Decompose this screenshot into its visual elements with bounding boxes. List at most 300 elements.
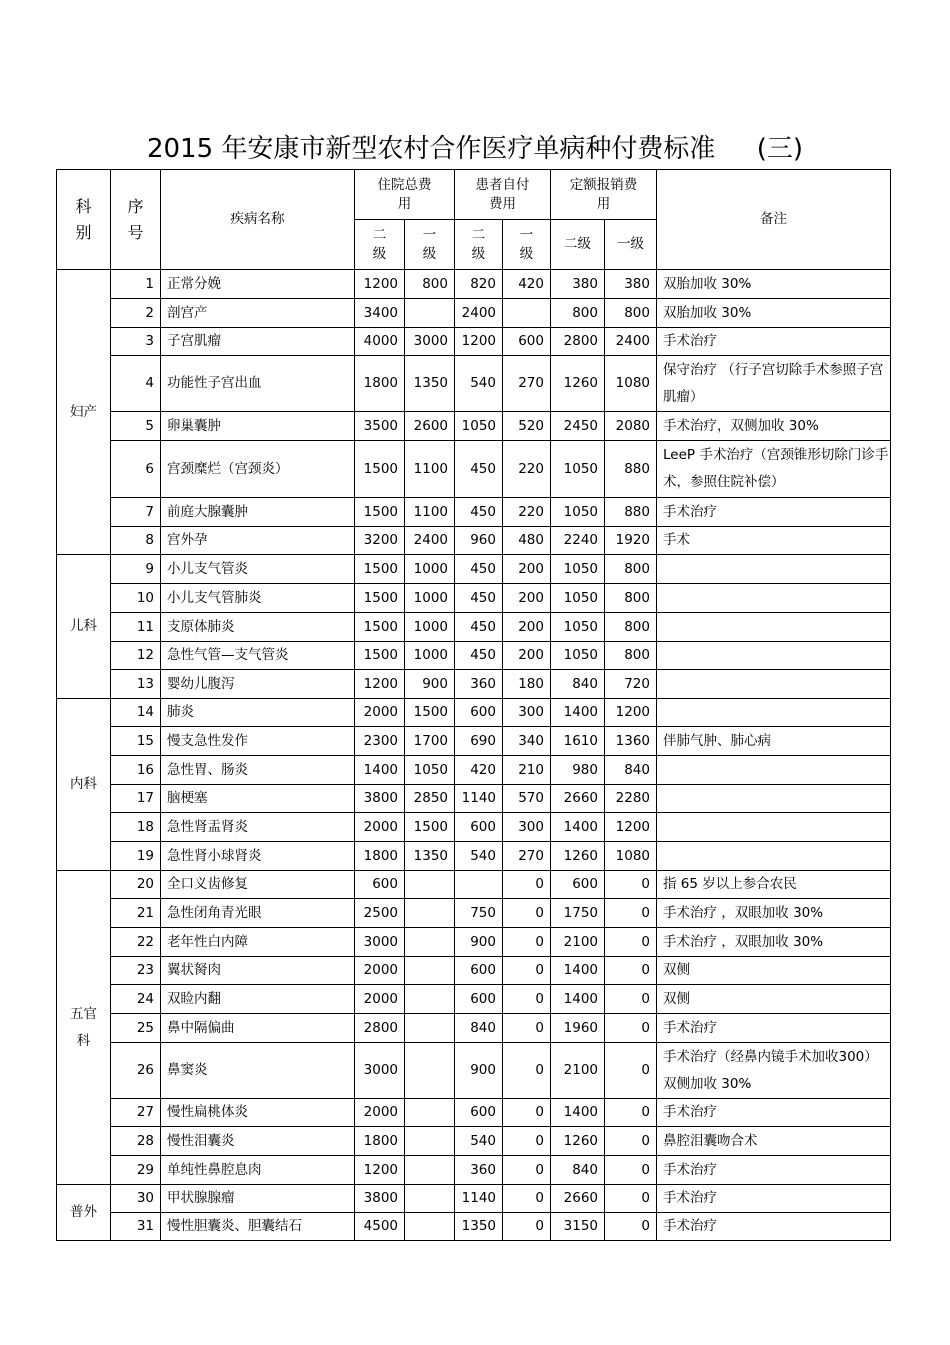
- header-remark: 备注: [657, 170, 891, 270]
- quota-level1-cell: 800: [605, 584, 657, 613]
- disease-name-cell: 小儿支气管肺炎: [161, 584, 355, 613]
- quota-level2-cell: 840: [551, 1156, 605, 1185]
- self-level1-cell: 0: [503, 1099, 551, 1127]
- disease-name-cell: 鼻中隔偏曲: [161, 1014, 355, 1043]
- quota-level1-cell: 800: [605, 299, 657, 328]
- remark-cell: 双胎加收 30%: [657, 299, 891, 328]
- total-level2-cell: 600: [355, 871, 405, 899]
- quota-level1-cell: 0: [605, 899, 657, 928]
- quota-level1-cell: 800: [605, 613, 657, 642]
- disease-name-cell: 慢性扁桃体炎: [161, 1099, 355, 1127]
- quota-level2-cell: 2240: [551, 527, 605, 555]
- self-level1-cell: 200: [503, 613, 551, 642]
- seq-cell: 20: [111, 871, 161, 899]
- table-row: [57, 412, 891, 441]
- total-level1-cell: 1700: [405, 727, 455, 756]
- seq-cell: 29: [111, 1156, 161, 1185]
- seq-cell: 3: [111, 328, 161, 356]
- total-level2-cell: 2500: [355, 899, 405, 928]
- table-row: [57, 727, 891, 756]
- table-row: [57, 928, 891, 957]
- remark-cell: 手术治疗: [657, 328, 891, 356]
- quota-level2-cell: 1050: [551, 498, 605, 527]
- header-self-level1: 一 级: [503, 220, 551, 270]
- disease-name-cell: 全口义齿修复: [161, 871, 355, 899]
- remark-cell: 保守治疗 （行子宫切除手术参照子宫肌瘤）: [657, 356, 891, 412]
- seq-cell: 5: [111, 412, 161, 441]
- seq-cell: 17: [111, 785, 161, 813]
- total-level1-cell: 1000: [405, 584, 455, 613]
- remark-cell: [657, 670, 891, 699]
- table-row: [57, 1185, 891, 1213]
- quota-level1-cell: 0: [605, 1014, 657, 1043]
- total-level1-cell: 1350: [405, 356, 455, 412]
- self-level1-cell: 0: [503, 1156, 551, 1185]
- disease-name-cell: 急性胃、肠炎: [161, 756, 355, 785]
- seq-cell: 2: [111, 299, 161, 328]
- total-level1-cell: [405, 899, 455, 928]
- table-row: [57, 270, 891, 299]
- total-level1-cell: 2600: [405, 412, 455, 441]
- seq-cell: 23: [111, 957, 161, 985]
- header-total-level2: 二 级: [355, 220, 405, 270]
- quota-level1-cell: 800: [605, 642, 657, 670]
- self-level2-cell: 540: [455, 842, 503, 871]
- self-level2-cell: 600: [455, 1099, 503, 1127]
- department-cell: 妇产: [57, 270, 111, 555]
- quota-level2-cell: 3150: [551, 1213, 605, 1241]
- self-level1-cell: 570: [503, 785, 551, 813]
- total-level1-cell: 3000: [405, 328, 455, 356]
- seq-cell: 15: [111, 727, 161, 756]
- self-level1-cell: 180: [503, 670, 551, 699]
- self-level2-cell: 450: [455, 642, 503, 670]
- self-level2-cell: 1350: [455, 1213, 503, 1241]
- quota-level2-cell: 1400: [551, 985, 605, 1014]
- seq-cell: 12: [111, 642, 161, 670]
- disease-name-cell: 正常分娩: [161, 270, 355, 299]
- remark-cell: 伴肺气肿、肺心病: [657, 727, 891, 756]
- seq-cell: 10: [111, 584, 161, 613]
- quota-level1-cell: 0: [605, 957, 657, 985]
- table-row: [57, 613, 891, 642]
- total-level2-cell: 1400: [355, 756, 405, 785]
- total-level1-cell: 1000: [405, 642, 455, 670]
- quota-level1-cell: 880: [605, 498, 657, 527]
- header-quota-level1: 一级: [605, 220, 657, 270]
- self-level2-cell: 840: [455, 1014, 503, 1043]
- header-department: 科 别: [57, 170, 111, 270]
- remark-cell: 双胎加收 30%: [657, 270, 891, 299]
- self-level2-cell: 1140: [455, 785, 503, 813]
- total-level2-cell: 3200: [355, 527, 405, 555]
- total-level2-cell: 2000: [355, 1099, 405, 1127]
- quota-level1-cell: 0: [605, 1099, 657, 1127]
- total-level1-cell: [405, 871, 455, 899]
- seq-cell: 18: [111, 813, 161, 842]
- header-quota-reimburse: 定额报销费 用: [551, 170, 657, 220]
- self-level2-cell: 450: [455, 498, 503, 527]
- quota-level2-cell: 2660: [551, 785, 605, 813]
- total-level2-cell: 2000: [355, 813, 405, 842]
- table-row: [57, 1127, 891, 1156]
- quota-level1-cell: 0: [605, 985, 657, 1014]
- total-level2-cell: 1500: [355, 498, 405, 527]
- table-row: [57, 1156, 891, 1185]
- quota-level2-cell: 1400: [551, 699, 605, 727]
- table-row: [57, 842, 891, 871]
- quota-level1-cell: 0: [605, 928, 657, 957]
- remark-cell: [657, 584, 891, 613]
- total-level1-cell: [405, 1127, 455, 1156]
- table-body: [57, 270, 891, 1241]
- total-level1-cell: 2850: [405, 785, 455, 813]
- table-row: [57, 441, 891, 498]
- remark-cell: 指 65 岁以上参合农民: [657, 871, 891, 899]
- seq-cell: 24: [111, 985, 161, 1014]
- quota-level1-cell: 1080: [605, 356, 657, 412]
- department-cell: 内科: [57, 699, 111, 871]
- seq-cell: 9: [111, 555, 161, 584]
- disease-name-cell: 子宫肌瘤: [161, 328, 355, 356]
- table-row: [57, 555, 891, 584]
- quota-level2-cell: 1260: [551, 356, 605, 412]
- self-level2-cell: 690: [455, 727, 503, 756]
- total-level2-cell: 1800: [355, 842, 405, 871]
- total-level1-cell: [405, 299, 455, 328]
- quota-level2-cell: 1260: [551, 1127, 605, 1156]
- remark-cell: 鼻腔泪囊吻合术: [657, 1127, 891, 1156]
- table-row: [57, 957, 891, 985]
- disease-name-cell: 单纯性鼻腔息肉: [161, 1156, 355, 1185]
- table-row: [57, 785, 891, 813]
- total-level2-cell: 1500: [355, 584, 405, 613]
- quota-level1-cell: 1200: [605, 699, 657, 727]
- seq-cell: 8: [111, 527, 161, 555]
- table-row: [57, 498, 891, 527]
- header-quota-level2: 二级: [551, 220, 605, 270]
- seq-cell: 28: [111, 1127, 161, 1156]
- quota-level1-cell: 2400: [605, 328, 657, 356]
- header-self-pay: 患者自付 费用: [455, 170, 551, 220]
- total-level1-cell: [405, 985, 455, 1014]
- self-level1-cell: 0: [503, 928, 551, 957]
- department-cell: 五官 科: [57, 871, 111, 1185]
- seq-cell: 13: [111, 670, 161, 699]
- remark-cell: 手术治疗: [657, 498, 891, 527]
- quota-level2-cell: 600: [551, 871, 605, 899]
- quota-level2-cell: 1400: [551, 957, 605, 985]
- remark-cell: [657, 813, 891, 842]
- self-level1-cell: 200: [503, 555, 551, 584]
- seq-cell: 16: [111, 756, 161, 785]
- remark-cell: 手术治疗（经鼻内镜手术加收300）双侧加收 30%: [657, 1043, 891, 1099]
- self-level1-cell: 0: [503, 1185, 551, 1213]
- remark-cell: [657, 785, 891, 813]
- self-level1-cell: 220: [503, 441, 551, 498]
- quota-level1-cell: 0: [605, 1213, 657, 1241]
- self-level2-cell: 450: [455, 555, 503, 584]
- seq-cell: 22: [111, 928, 161, 957]
- quota-level1-cell: 2080: [605, 412, 657, 441]
- table-row: [57, 527, 891, 555]
- quota-level2-cell: 1610: [551, 727, 605, 756]
- self-level1-cell: 220: [503, 498, 551, 527]
- quota-level1-cell: 1080: [605, 842, 657, 871]
- disease-name-cell: 急性肾盂肾炎: [161, 813, 355, 842]
- remark-cell: 手术治疗: [657, 1156, 891, 1185]
- header-seq: 序 号: [111, 170, 161, 270]
- total-level2-cell: 3800: [355, 1185, 405, 1213]
- total-level1-cell: 1500: [405, 699, 455, 727]
- total-level2-cell: 1200: [355, 270, 405, 299]
- seq-cell: 6: [111, 441, 161, 498]
- disease-name-cell: 双睑内翻: [161, 985, 355, 1014]
- table-row: [57, 584, 891, 613]
- self-level2-cell: 820: [455, 270, 503, 299]
- quota-level1-cell: 0: [605, 871, 657, 899]
- page-title: 2015 年安康市新型农村合作医疗单病种付费标准 (三): [146, 134, 804, 164]
- self-level1-cell: 210: [503, 756, 551, 785]
- quota-level1-cell: 0: [605, 1127, 657, 1156]
- quota-level2-cell: 2100: [551, 1043, 605, 1099]
- self-level2-cell: 450: [455, 441, 503, 498]
- seq-cell: 25: [111, 1014, 161, 1043]
- disease-name-cell: 宫颈糜烂（宫颈炎）: [161, 441, 355, 498]
- header-self-level2: 二 级: [455, 220, 503, 270]
- quota-level2-cell: 1400: [551, 1099, 605, 1127]
- table-row: [57, 328, 891, 356]
- quota-level2-cell: 1050: [551, 584, 605, 613]
- total-level2-cell: 3400: [355, 299, 405, 328]
- self-level2-cell: 450: [455, 584, 503, 613]
- self-level2-cell: 900: [455, 928, 503, 957]
- remark-cell: LeeP 手术治疗（宫颈锥形切除门诊手术，参照住院补偿）: [657, 441, 891, 498]
- table-row: [57, 1043, 891, 1099]
- total-level2-cell: 3000: [355, 928, 405, 957]
- total-level1-cell: [405, 1185, 455, 1213]
- quota-level1-cell: 880: [605, 441, 657, 498]
- quota-level2-cell: 380: [551, 270, 605, 299]
- remark-cell: 手术: [657, 527, 891, 555]
- remark-cell: [657, 699, 891, 727]
- self-level1-cell: 200: [503, 584, 551, 613]
- quota-level2-cell: 1400: [551, 813, 605, 842]
- remark-cell: 双侧: [657, 985, 891, 1014]
- quota-level2-cell: 1050: [551, 642, 605, 670]
- quota-level1-cell: 840: [605, 756, 657, 785]
- total-level2-cell: 1800: [355, 1127, 405, 1156]
- quota-level2-cell: 2660: [551, 1185, 605, 1213]
- self-level2-cell: 540: [455, 1127, 503, 1156]
- table-row: [57, 1213, 891, 1241]
- header-disease: 疾病名称: [161, 170, 355, 270]
- table-row: [57, 813, 891, 842]
- self-level1-cell: 420: [503, 270, 551, 299]
- total-level1-cell: 2400: [405, 527, 455, 555]
- total-level2-cell: 4000: [355, 328, 405, 356]
- self-level2-cell: 1140: [455, 1185, 503, 1213]
- total-level1-cell: 1050: [405, 756, 455, 785]
- self-level2-cell: 600: [455, 813, 503, 842]
- remark-cell: [657, 555, 891, 584]
- remark-cell: [657, 756, 891, 785]
- quota-level1-cell: 0: [605, 1043, 657, 1099]
- fee-standard-table: [56, 169, 891, 1241]
- self-level2-cell: 600: [455, 985, 503, 1014]
- disease-name-cell: 卵巢囊肿: [161, 412, 355, 441]
- seq-cell: 30: [111, 1185, 161, 1213]
- disease-name-cell: 鼻窦炎: [161, 1043, 355, 1099]
- table-row: [57, 871, 891, 899]
- total-level2-cell: 3000: [355, 1043, 405, 1099]
- self-level1-cell: 0: [503, 985, 551, 1014]
- seq-cell: 26: [111, 1043, 161, 1099]
- department-cell: 儿科: [57, 555, 111, 699]
- self-level1-cell: 340: [503, 727, 551, 756]
- quota-level1-cell: 1920: [605, 527, 657, 555]
- self-level2-cell: [455, 871, 503, 899]
- self-level2-cell: 900: [455, 1043, 503, 1099]
- self-level1-cell: 0: [503, 957, 551, 985]
- table-row: [57, 699, 891, 727]
- disease-name-cell: 慢支急性发作: [161, 727, 355, 756]
- disease-name-cell: 小儿支气管炎: [161, 555, 355, 584]
- total-level1-cell: 1000: [405, 613, 455, 642]
- self-level1-cell: 480: [503, 527, 551, 555]
- table-row: [57, 356, 891, 412]
- self-level1-cell: 270: [503, 356, 551, 412]
- table-row: [57, 1099, 891, 1127]
- total-level2-cell: 1500: [355, 613, 405, 642]
- quota-level1-cell: 380: [605, 270, 657, 299]
- self-level2-cell: 600: [455, 699, 503, 727]
- quota-level2-cell: 2450: [551, 412, 605, 441]
- self-level2-cell: 750: [455, 899, 503, 928]
- total-level2-cell: 1500: [355, 441, 405, 498]
- quota-level1-cell: 0: [605, 1156, 657, 1185]
- total-level1-cell: [405, 928, 455, 957]
- seq-cell: 11: [111, 613, 161, 642]
- total-level2-cell: 4500: [355, 1213, 405, 1241]
- table-row: [57, 670, 891, 699]
- disease-name-cell: 翼状胬肉: [161, 957, 355, 985]
- quota-level2-cell: 1050: [551, 555, 605, 584]
- remark-cell: [657, 613, 891, 642]
- header-total-cost: 住院总费 用: [355, 170, 455, 220]
- total-level2-cell: 2000: [355, 985, 405, 1014]
- total-level2-cell: 3500: [355, 412, 405, 441]
- table-row: [57, 299, 891, 328]
- table-row: [57, 1014, 891, 1043]
- self-level2-cell: 2400: [455, 299, 503, 328]
- total-level1-cell: [405, 1156, 455, 1185]
- total-level2-cell: 3800: [355, 785, 405, 813]
- seq-cell: 21: [111, 899, 161, 928]
- disease-name-cell: 脑梗塞: [161, 785, 355, 813]
- remark-cell: 手术治疗: [657, 1213, 891, 1241]
- quota-level1-cell: 1200: [605, 813, 657, 842]
- self-level2-cell: 960: [455, 527, 503, 555]
- remark-cell: 手术治疗: [657, 1014, 891, 1043]
- quota-level2-cell: 1260: [551, 842, 605, 871]
- self-level2-cell: 360: [455, 1156, 503, 1185]
- quota-level2-cell: 1050: [551, 441, 605, 498]
- total-level2-cell: 1800: [355, 356, 405, 412]
- disease-name-cell: 前庭大腺囊肿: [161, 498, 355, 527]
- seq-cell: 14: [111, 699, 161, 727]
- total-level1-cell: 1100: [405, 441, 455, 498]
- remark-cell: [657, 842, 891, 871]
- self-level2-cell: 360: [455, 670, 503, 699]
- total-level2-cell: 2000: [355, 957, 405, 985]
- seq-cell: 4: [111, 356, 161, 412]
- table-row: [57, 642, 891, 670]
- quota-level1-cell: 1360: [605, 727, 657, 756]
- disease-name-cell: 剖宫产: [161, 299, 355, 328]
- total-level2-cell: 1200: [355, 1156, 405, 1185]
- self-level1-cell: 0: [503, 899, 551, 928]
- self-level2-cell: 1200: [455, 328, 503, 356]
- self-level1-cell: [503, 299, 551, 328]
- quota-level1-cell: 0: [605, 1185, 657, 1213]
- self-level1-cell: 270: [503, 842, 551, 871]
- seq-cell: 7: [111, 498, 161, 527]
- quota-level2-cell: 1050: [551, 613, 605, 642]
- disease-name-cell: 老年性白内障: [161, 928, 355, 957]
- remark-cell: 手术治疗，双侧加收 30%: [657, 412, 891, 441]
- total-level1-cell: 900: [405, 670, 455, 699]
- remark-cell: 手术治疗: [657, 1185, 891, 1213]
- self-level1-cell: 600: [503, 328, 551, 356]
- table-row: [57, 756, 891, 785]
- table-row: [57, 899, 891, 928]
- quota-level2-cell: 1750: [551, 899, 605, 928]
- disease-name-cell: 功能性子宫出血: [161, 356, 355, 412]
- total-level1-cell: 1000: [405, 555, 455, 584]
- disease-name-cell: 急性闭角青光眼: [161, 899, 355, 928]
- self-level1-cell: 0: [503, 1043, 551, 1099]
- total-level1-cell: 1100: [405, 498, 455, 527]
- total-level2-cell: 1500: [355, 642, 405, 670]
- quota-level1-cell: 800: [605, 555, 657, 584]
- total-level2-cell: 1200: [355, 670, 405, 699]
- disease-name-cell: 支原体肺炎: [161, 613, 355, 642]
- self-level1-cell: 0: [503, 1127, 551, 1156]
- disease-name-cell: 婴幼儿腹泻: [161, 670, 355, 699]
- quota-level2-cell: 2800: [551, 328, 605, 356]
- self-level1-cell: 0: [503, 871, 551, 899]
- quota-level2-cell: 800: [551, 299, 605, 328]
- self-level1-cell: 300: [503, 699, 551, 727]
- seq-cell: 27: [111, 1099, 161, 1127]
- self-level2-cell: 420: [455, 756, 503, 785]
- disease-name-cell: 肺炎: [161, 699, 355, 727]
- disease-name-cell: 宫外孕: [161, 527, 355, 555]
- self-level2-cell: 1050: [455, 412, 503, 441]
- seq-cell: 19: [111, 842, 161, 871]
- quota-level1-cell: 2280: [605, 785, 657, 813]
- self-level1-cell: 0: [503, 1213, 551, 1241]
- self-level2-cell: 600: [455, 957, 503, 985]
- remark-cell: 手术治疗 ，双眼加收 30%: [657, 899, 891, 928]
- self-level2-cell: 450: [455, 613, 503, 642]
- self-level1-cell: 200: [503, 642, 551, 670]
- total-level1-cell: [405, 957, 455, 985]
- total-level1-cell: [405, 1213, 455, 1241]
- quota-level2-cell: 840: [551, 670, 605, 699]
- quota-level1-cell: 720: [605, 670, 657, 699]
